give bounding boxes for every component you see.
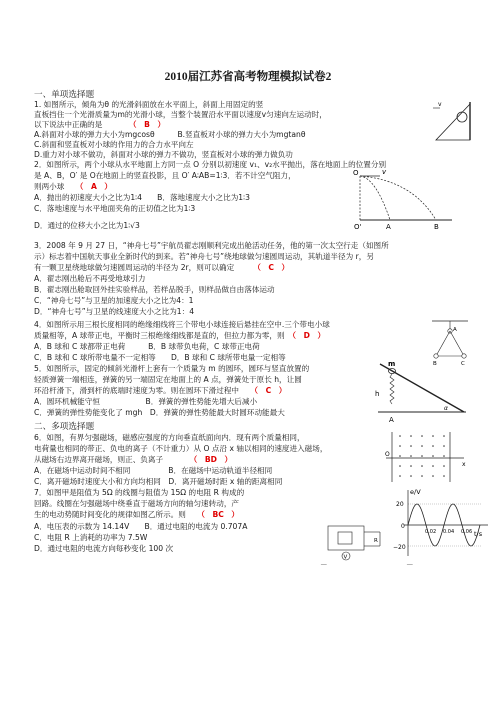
q7-emf-graph — [392, 486, 492, 566]
q3-option-c: C．“神舟七号”与卫星的加速度大小之比为4：1 — [34, 296, 194, 305]
q7-option-d: D．通过电阻的电流方向每秒变化 100 次 — [34, 544, 174, 553]
field-dot — [443, 465, 445, 467]
q7-graph-ylabel: e/V — [410, 488, 421, 496]
q1-incline-figure — [432, 100, 472, 144]
q6-magnetic-field-figure — [384, 428, 470, 486]
field-dot — [443, 445, 445, 447]
q4-answer: （ D ） — [292, 331, 326, 340]
q6-fig-o: O — [385, 451, 390, 458]
q1-line1: 1. 如图所示，倾角为θ 的光滑斜面放在水平面上，斜面上用固定的竖 — [34, 100, 264, 109]
q6-line2: 电荷量也相同的带正、负电的离子（不计重力）从 O 点沿 x 轴以相同的速度进入磁场， — [34, 444, 328, 453]
q3-option-d: D．“神舟七号”与卫星的线速度大小之比为1：4 — [34, 307, 195, 316]
field-dot — [421, 445, 423, 447]
q3-line1: 3．2008 年 9 月 27 日，“神舟七号”宇航员翟志刚顺利完成出舱活动任务，他的第一次太空行走（如图所 — [34, 241, 389, 250]
q3-option-a: A．翟志刚出舱后不再受地球引力 — [34, 274, 146, 283]
q7-graph-xlabel: t/s — [474, 530, 483, 538]
q5-ring-rod-figure — [374, 360, 468, 432]
q1-option-d: D.重力对小球不做功，斜面对小球的弹力不做功，竖直板对小球的弹力做负功 — [34, 150, 293, 159]
field-dot — [432, 455, 434, 457]
field-dot — [410, 435, 412, 437]
q6-fig-x: x — [462, 461, 466, 468]
q7-line2: 回路。线圈在匀强磁场中绕垂直于磁场方向的轴匀速转动，产 — [34, 499, 240, 508]
q2-fig-o: O — [353, 169, 359, 177]
q7-graph-ypos: 20 — [396, 501, 404, 508]
q6-option-cd: C．离开磁场时速度大小和方向均相同 D．离开磁场时距 x 轴的距离相同 — [34, 477, 283, 486]
q6-line3: 从磁场右边界离开磁场，则正、负离子 （ BD ） — [34, 455, 233, 464]
q3-line3: 有一颗卫星绕地球做匀速圆周运动的半径为 2r，则可以确定 （ C ） — [34, 263, 290, 272]
q7-option-c: C．电阻 R 上消耗的功率为 7.5W — [34, 533, 148, 542]
section-heading-multi: 二、多项选择题 — [34, 422, 95, 432]
field-dot — [399, 435, 401, 437]
field-dot — [443, 475, 445, 477]
q5-line1: 5．如图所示，固定的倾斜光滑杆上套有一个质量为 m 的圆环，圆环与竖直放置的 — [34, 364, 310, 373]
field-dot — [432, 465, 434, 467]
q2-answer: （ A ） — [79, 182, 113, 191]
q5-fig-h: h — [375, 390, 380, 398]
q2-line2: 是 A、B，O′ 是 O在地面上的竖直投影，且 O′ A∶AB=1∶3．若不计空气阻力， — [34, 171, 296, 180]
q2-fig-a: A — [386, 223, 391, 230]
field-dot — [443, 435, 445, 437]
q7-resistor-label: R — [374, 538, 378, 544]
q6-line1: 6．如图，有界匀强磁场，磁感应强度的方向垂直纸面向内．现有两个质量相同， — [34, 433, 305, 442]
q3-answer: （ C ） — [257, 263, 290, 272]
q5-line2: 轻质弹簧一端相连，弹簧的另一端固定在地面上的 A 点，弹簧处于原长 h，让圆 — [34, 375, 302, 384]
field-dot — [399, 455, 401, 457]
q4-line1: 4．如图所示用三根长度相同的绝缘细线将三个带电小球连接后悬挂在空中.三个带电小球 — [34, 320, 330, 329]
q4-option-cd: C．B 球和 C 球所带电量不一定相等 D．B 球和 C 球所带电量一定相等 — [34, 353, 286, 362]
q1-line2: 直板挡住一个光滑质量为m的光滑小球，当整个装置沿水平面以速度v匀速向左运动时， — [34, 110, 327, 119]
q4-option-ab: A．B 球和 C 球都带正电荷 B．B 球带负电荷，C 球带正电荷 — [34, 342, 260, 351]
footer-mark-b: － — [406, 560, 414, 569]
field-dot — [421, 475, 423, 477]
q5-fig-a: A — [389, 416, 394, 424]
q2-line3: 则两小球 （ A ） — [34, 182, 113, 191]
q5-fig-alpha: α — [444, 405, 448, 412]
q1-option-c: C.斜面和竖直板对小球的作用力的合力水平向左 — [34, 140, 194, 149]
q3-line2: 示）标志着中国航天事业全新时代的到来。若“神舟七号”绕地球做匀速圆周运动，其轨道半径为 r，另 — [34, 252, 374, 261]
q7-graph-t3: 0.06 — [461, 529, 473, 535]
field-dot — [410, 455, 412, 457]
q4-line2: 质量相等，A 球带正电，平衡时三根绝缘细线都是直的，但拉力都为零，则 （ D ） — [34, 331, 326, 340]
q7-answer: （ BC ） — [201, 510, 239, 519]
footer-mark-a: － — [320, 560, 328, 569]
q4-fig-c: C — [461, 361, 465, 367]
field-dot — [399, 475, 401, 477]
field-dot — [410, 465, 412, 467]
q5-option-cd: C．弹簧的弹性势能变化了 mgh D．弹簧的弹性势能最大时圆环动能最大 — [34, 408, 285, 417]
field-dot — [399, 465, 401, 467]
q2-option-d: D．通过的位移大小之比为1∶√3 — [34, 221, 140, 230]
q7-graph-t1: 0.02 — [425, 529, 437, 535]
field-dot — [410, 475, 412, 477]
q2-fig-v: v — [382, 168, 387, 176]
field-dot — [399, 445, 401, 447]
q1-answer: （ B ） — [132, 120, 166, 129]
q2-option-ab: A．抛出的初速度大小之比为1∶4 B．落地速度大小之比为1∶3 — [34, 193, 250, 202]
q5-fig-m: m — [388, 360, 396, 368]
q1-line3: 以下说法中正确的是 （ B ） — [34, 120, 166, 129]
field-dot — [410, 445, 412, 447]
q2-fig-o2: O' — [354, 223, 362, 230]
q7-voltmeter-label: V — [343, 554, 348, 561]
field-dot — [432, 475, 434, 477]
field-dot — [421, 435, 423, 437]
q7-graph-yzero: 0 — [401, 523, 405, 530]
section-heading-single: 一、单项选择题 — [34, 90, 95, 100]
q5-option-ab: A．圆环机械能守恒 B．弹簧的弹性势能先增大后减小 — [34, 397, 258, 406]
q7-generator-circuit-figure — [324, 520, 388, 562]
q7-graph-yneg: −20 — [393, 544, 406, 551]
field-dot — [432, 445, 434, 447]
q7-option-a: A．电压表的示数为 14.14V B．通过电阻的电流为 0.707A — [34, 522, 248, 531]
q3-option-b: B．翟志刚出舱取回外挂实验样品，若样品脱手，则样品做自由落体运动 — [34, 285, 275, 294]
q2-option-c: C．落地速度与水平地面夹角的正切值之比为1∶3 — [34, 204, 196, 213]
field-dot — [421, 465, 423, 467]
q2-projectile-figure — [352, 166, 458, 230]
q6-option-ab: A．在磁场中运动时间不相同 B．在磁场中运动轨道半径相同 — [34, 466, 273, 475]
q1-line4: A.斜面对小球的弹力大小为mgcosθ B.竖直板对小球的弹力大小为mgtanθ — [34, 130, 306, 139]
q1-fig-v: v — [438, 101, 442, 108]
q7-line1: 7．如图甲是阻值为 5Ω 的线圈与阻值为 15Ω 的电阻 R 构成的 — [34, 488, 245, 497]
q2-line1: 2．如图所示，两个小球从水平地面上方同一点 O 分别以初速度 v₁、v₂水平抛出，落在地面上的位置分别 — [34, 160, 387, 169]
page-title: 2010届江苏省高考物理模拟试卷2 — [164, 71, 332, 83]
field-dot — [421, 455, 423, 457]
q7-line3: 生的电动势随时间变化的规律如图乙所示。则 （ BC ） — [34, 510, 239, 519]
field-dot — [443, 455, 445, 457]
q7-graph-t2: 0.04 — [443, 529, 455, 535]
q4-fig-b: B — [433, 361, 437, 367]
q4-fig-a: A — [453, 327, 457, 333]
field-dot — [432, 435, 434, 437]
q2-fig-b: B — [434, 223, 439, 230]
q5-answer: （ C ） — [254, 386, 287, 395]
q6-answer: （ BD ） — [193, 455, 233, 464]
q5-line3: 环沿杆滑下，滑到杆的底端时速度为零。则在圆环下滑过程中 （ C ） — [34, 386, 287, 395]
